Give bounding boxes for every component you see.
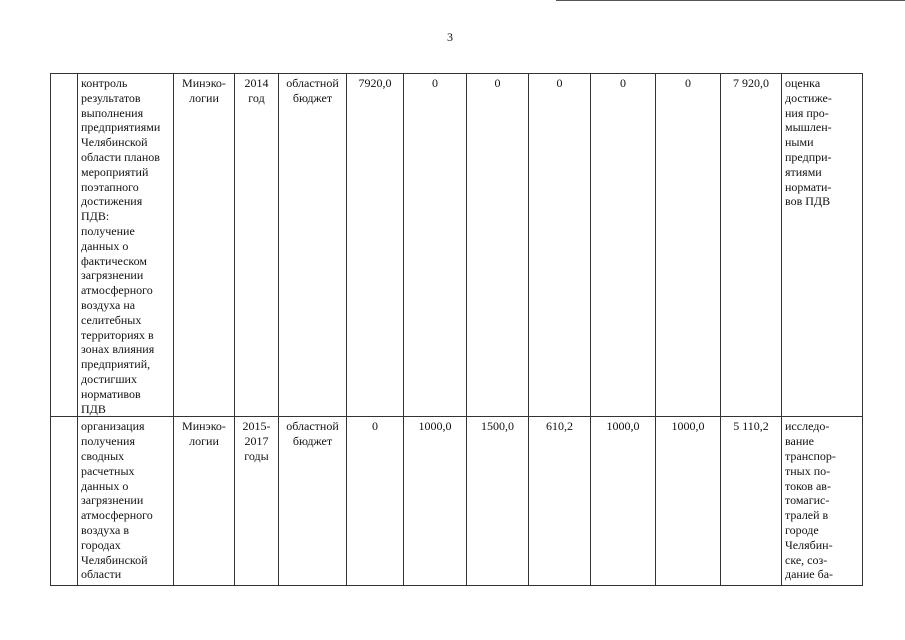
value-2017-cell: 0 (529, 74, 591, 417)
source-text: областной бюджет (286, 76, 339, 105)
executor-cell (174, 74, 235, 417)
measure-text: организация получения сводных расчетных данных о загрязнении атмосферного воздуха в городах Челябинской области (81, 419, 153, 582)
measure-cell (78, 417, 174, 586)
result-text: исследо- вание транспор- тных по- токов ав- томагис- тралей в городе Челябин- ске, соз- дание ба- (785, 419, 836, 582)
value-2014-cell: 0 (347, 417, 404, 586)
result-cell (782, 417, 863, 586)
table-row (51, 74, 863, 417)
period-cell (235, 74, 279, 417)
value-2016-cell: 0 (467, 74, 529, 417)
value-2015-cell: 1000,0 (404, 417, 467, 586)
top-rule (556, 0, 905, 1)
value-2019-cell: 1000,0 (656, 417, 721, 586)
total-cell: 7 920,0 (721, 74, 782, 417)
page-number: 3 (447, 30, 453, 44)
value-2017-cell: 610,2 (529, 417, 591, 586)
executor-cell (174, 417, 235, 586)
value-2014-cell: 7920,0 (347, 74, 404, 417)
table-row (51, 417, 863, 586)
source-cell (279, 417, 347, 586)
value-2018-cell: 0 (591, 74, 656, 417)
measure-text: контроль результатов выполнения предприятиями Челябинской области планов мероприятий поэтапного достижения ПДВ: получение данных о фактическом загрязнении атмосферного воздуха на селитебных территориях в зонах влияния предприятий, достигших нормативов ПДВ (81, 76, 161, 416)
program-table (50, 73, 863, 586)
value-2015-cell: 0 (404, 74, 467, 417)
row-blank-cell (51, 417, 78, 586)
value-2018-cell: 1000,0 (591, 417, 656, 586)
executor-text: Минэко- логии (182, 419, 226, 449)
value-2016-cell: 1500,0 (467, 417, 529, 586)
source-text: областной бюджет (286, 419, 339, 449)
period-cell (235, 417, 279, 586)
row-blank-cell (51, 74, 78, 417)
result-text: оценка достиже- ния про- мышлен- ными предпри- ятиями нормати- вов ПДВ (785, 76, 832, 209)
period-text: 2015- 2017 годы (242, 419, 271, 463)
total-cell: 5 110,2 (721, 417, 782, 586)
source-cell (279, 74, 347, 417)
period-text: 2014 год (244, 76, 269, 105)
executor-text: Минэко- логии (182, 76, 226, 105)
result-cell (782, 74, 863, 417)
measure-cell (78, 74, 174, 417)
value-2019-cell: 0 (656, 74, 721, 417)
